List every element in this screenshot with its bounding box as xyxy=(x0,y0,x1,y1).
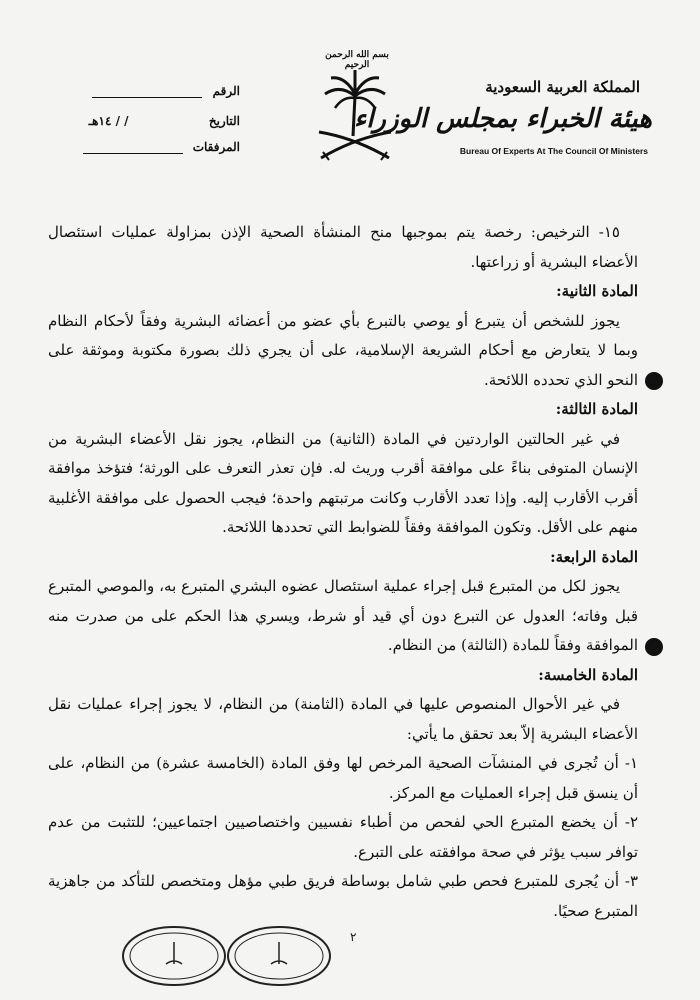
article-5-item-2: ٢- أن يخضع المتبرع الحي لفحص من أطباء نفسيين واختصاصيين اجتماعيين؛ للتثبت من عدم توافر سبب يؤثر في صحة موافقته على التبرع. xyxy=(48,813,638,861)
article-5-title: المادة الخامسة: xyxy=(538,665,638,684)
article-2-title: المادة الثانية: xyxy=(556,282,638,300)
article-5-item-3: ٣- أن يُجرى للمتبرع فحص طبي شامل بوساطة فريق طبي مؤهل ومتخصص للتأكد من جاهزية المتبرع صحيًا. xyxy=(48,872,638,920)
kingdom-title: المملكة العربية السعودية xyxy=(485,78,640,96)
attachments-label: المرفقات xyxy=(192,140,240,154)
document-body xyxy=(48,218,638,926)
date-value: / / ١٤هـ xyxy=(88,114,129,128)
attachments-line xyxy=(83,153,183,154)
bureau-title-english: Bureau Of Experts At The Council Of Ministers xyxy=(459,146,648,156)
date-label: التاريخ xyxy=(208,114,240,128)
article-5-text: في غير الأحوال المنصوص عليها في المادة (الثامنة) من النظام، لا يجوز إجراء عمليات نقل الأعضاء البشرية إلاّ بعد تحقق ما يأتي: xyxy=(48,695,638,743)
number-field xyxy=(60,84,240,98)
page-number: ٢ xyxy=(350,930,357,944)
article-3-text: في غير الحالتين الواردتين في المادة (الثانية) من النظام، يجوز نقل الأعضاء البشرية من الإنسان المتوفى بناءً على موافقة أقرب وريث له. فإن تعذر التعرف على الورثة؛ فتؤخذ موافقة أقرب الأقارب إليه. وإذا تعدد الأقارب وكانت مرتبتهم واحدة؛ فيجب الحصول على موافقة الأغلبية منهم على الأقل. وتكون الموافقة وفقاً للضوابط التي تحددها اللائحة. xyxy=(48,429,638,536)
official-stamp-icon xyxy=(225,924,333,988)
article-4-title: المادة الرابعة: xyxy=(550,547,638,566)
number-label: الرقم xyxy=(212,84,240,98)
article-4-text: يجوز لكل من المتبرع قبل إجراء عملية استئصال عضوه البشري المتبرع به، والموصي المتبرع قبل وفاته؛ العدول عن التبرع دون أي قيد أو شرط، ويسري هذا الحكم على من صدرت منه الموافقة وفقاً للمادة (الثالثة) من النظام. xyxy=(48,577,638,654)
basmala: بسم الله الرحمن الرحيم xyxy=(325,50,389,70)
bureau-title-arabic: هيئة الخبراء بمجلس الوزراء xyxy=(353,104,652,134)
binder-hole xyxy=(645,638,663,656)
article-2-text: يجوز للشخص أن يتبرع أو يوصي بالتبرع بأي عضو من أعضائه البشرية وفقاً لأحكام النظام وبما لا يتعارض مع أحكام الشريعة الإسلامية، على أن يجري ذلك بصورة مكتوبة وموثقة على النحو الذي تحدده اللائحة. xyxy=(48,311,638,389)
article-5-item-1: ١- أن تُجرى في المنشآت الصحية المرخص لها وفق المادة (الخامسة عشرة) من النظام، على أن ينسق قبل إجراء العمليات مع المركز. xyxy=(48,754,638,802)
article-3-title: المادة الثالثة: xyxy=(555,400,638,418)
date-field xyxy=(60,114,240,128)
item-15-licensing: ١٥- الترخيص: رخصة يتم بموجبها منح المنشأة الصحية الإذن بمزاولة عمليات استئصال الأعضاء البشرية أو زراعتها. xyxy=(48,223,638,271)
binder-hole xyxy=(645,372,663,390)
attachments-field xyxy=(60,140,240,154)
official-stamp-icon xyxy=(120,924,228,988)
number-line xyxy=(92,97,202,98)
